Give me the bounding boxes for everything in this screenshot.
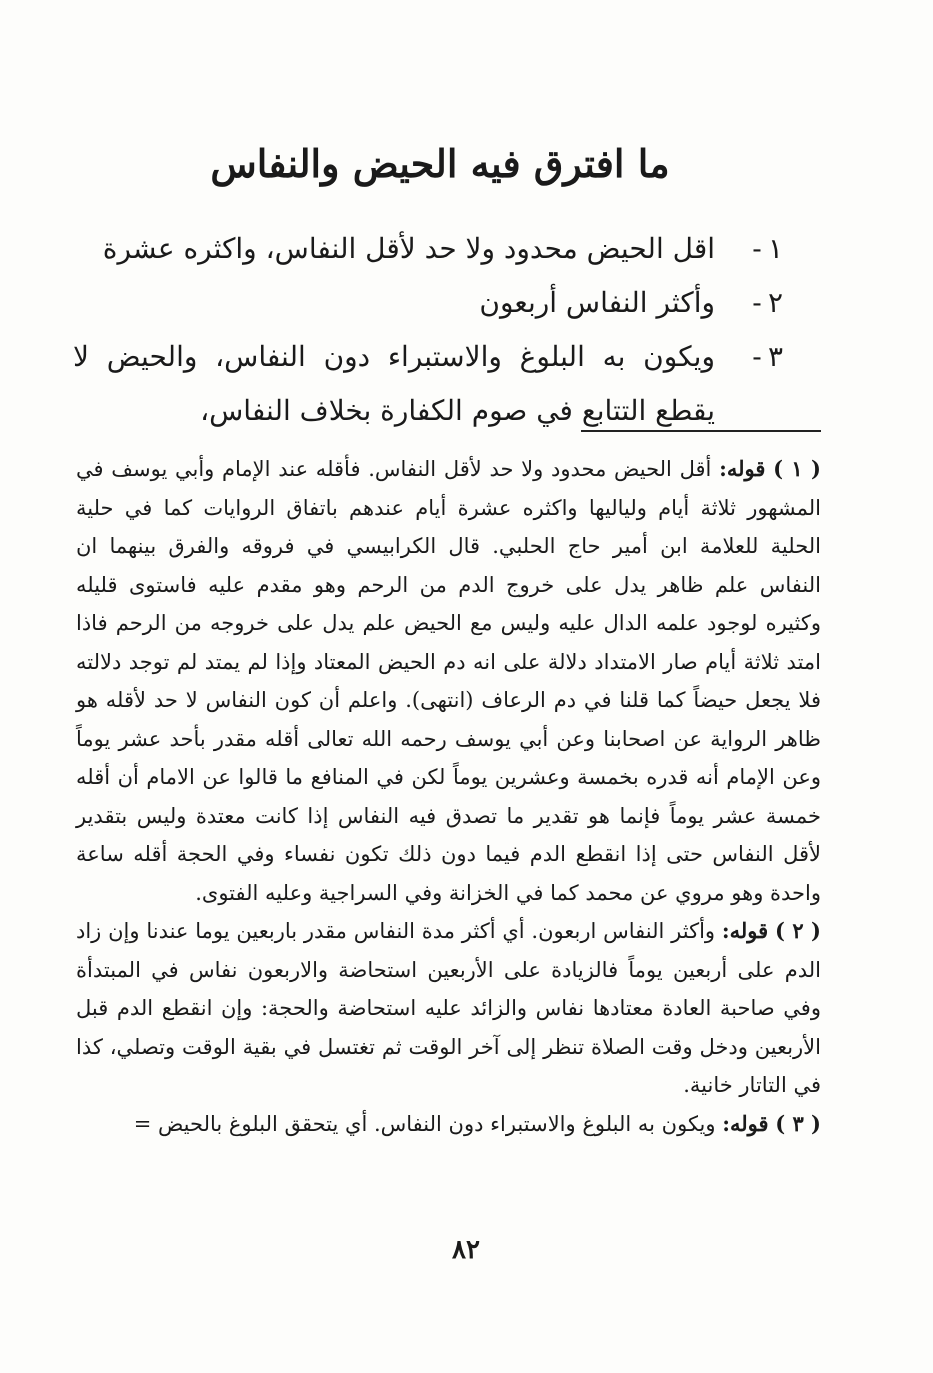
page-title: ما افترق فيه الحيض والنفاس: [210, 141, 670, 186]
rule-number: ٣-: [752, 340, 783, 373]
page-number: ٨٢: [452, 1235, 480, 1265]
rules-list: [73, 222, 783, 438]
rule-text: وأكثر النفاس أربعون: [479, 286, 715, 319]
rule-text: اقل الحيض محدود ولا حد لأقل النفاس، واكثره عشرة: [102, 232, 715, 265]
rule-item: [73, 222, 783, 276]
rule-text: ويكون به البلوغ والاستبراء دون النفاس، والحيض لا يقطع التتابع في صوم الكفارة بخلاف النفاس،: [73, 340, 715, 427]
footnote: [76, 1105, 821, 1144]
rule-number: ٢-: [752, 286, 783, 319]
footnote-lead: قوله:: [722, 1110, 769, 1136]
footnote-number: ( ٢ ): [774, 918, 821, 943]
footnote-text: وأكثر النفاس اربعون. أي أكثر مدة النفاس مقدر باربعين يوما عندنا وإن زاد الدم على أربعين يوماً فالزيادة على الأربعين استحاضة والاربعون نفاس في المبتدأة وفي صاحبة العادة معتادها نفاس والزائد عليه استحاضة والحجة: وإن انقطع الدم قبل الأربعين ودخل وقت الصلاة تنظر إلى آخر الوقت ثم تغتسل في بقية الوقت وتصلي، كذا في التاتار خانية.: [76, 919, 821, 1097]
rule-item: [73, 330, 783, 438]
rule-number: ١-: [752, 232, 783, 265]
rule-item: [73, 276, 783, 330]
footnote-divider: [581, 430, 821, 432]
footnote-lead: قوله:: [721, 918, 769, 943]
footnotes: [76, 450, 821, 1143]
footnote-text: ويكون به البلوغ والاستبراء دون النفاس. أي يتحقق البلوغ بالحيض =: [133, 1111, 716, 1136]
footnote: [76, 912, 821, 1105]
footnote-number: ( ١ ): [773, 456, 821, 481]
footnote-text: أقل الحيض محدود ولا حد لأقل النفاس. فأقله عند الإمام وأبي يوسف في المشهور ثلاثة أيام ولياليها واكثره عشرة أيام عندهم باتفاق الروايات كما في حلية الحلية للعلامة ابن أمير حاج الحلبي. قال الكرابيسي في فروقه والفرق بينهما ان النفاس علم ظاهر يدل على خروج الدم من الرحم وهو مقدم عليه فاستوى قليله وكثيره لوجود علمه الدال عليه وليس مع الحيض علم يدل على خروجه من الرحم فاذا امتد ثلاثة أيام صار الامتداد دلالة على انه دم الحيض المعتاد وإذا لم يمتد لم توجد دلالته فلا يجعل حيضاً كما قلنا في دم الرعاف (انتهى). واعلم أن كون النفاس لا حد لأقله هو ظاهر الرواية عن اصحابنا وعن أبي يوسف رحمه الله تعالى أقله مقدر بأحد عشر يوماً وعن الإمام أنه قدره بخمسة وعشرين يوماً لكن في المنافع ما قالوا عن الامام أن أقله خمسة عشر يوماً فإنما هو تقدير ما تصدق فيه النفاس إذا كانت معتدة وليس بتقدير لأقل النفاس حتى إذا انقطع الدم فيما دون ذلك تكون نفساء وفي الحجة أقله ساعة واحدة وهو مروي عن محمد كما في الخزانة وفي السراجية وعليه الفتوى.: [76, 457, 821, 905]
footnote-number: ( ٣ ): [775, 1110, 821, 1136]
footnote-lead: قوله:: [719, 456, 766, 481]
footnote: [76, 450, 821, 912]
